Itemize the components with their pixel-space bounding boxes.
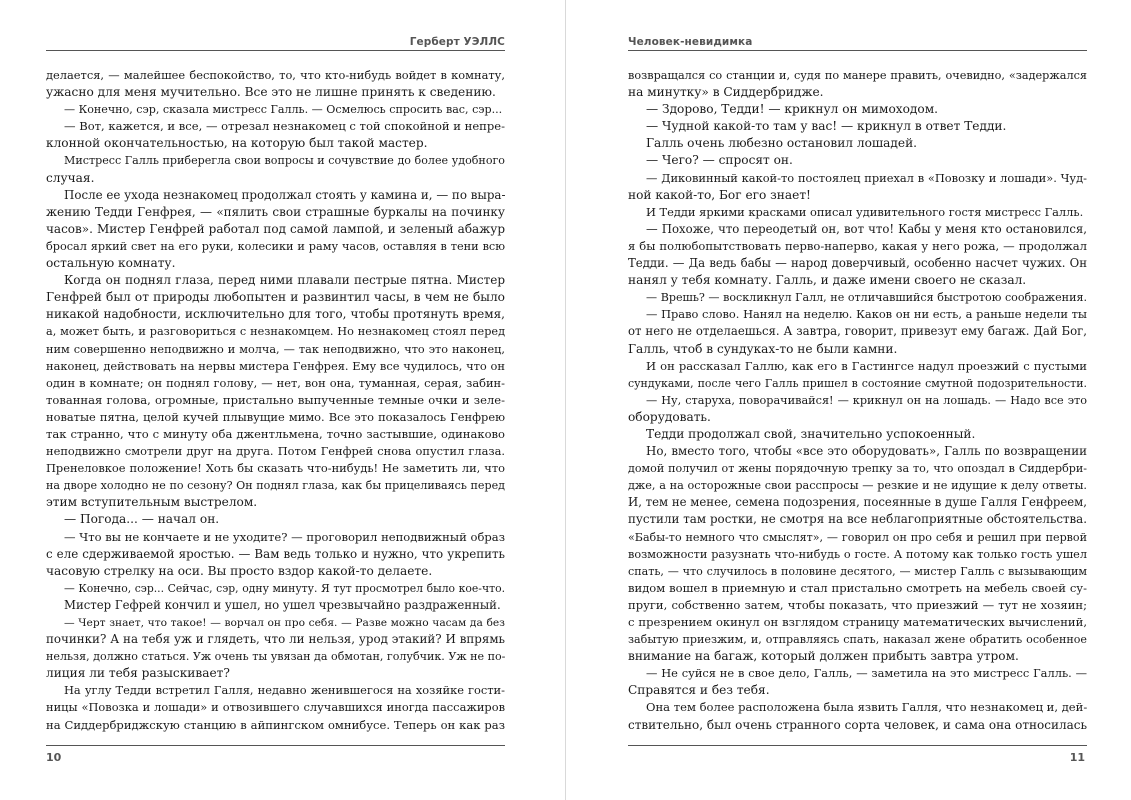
text-line: видом вошел в приемную и стал пристально смотреть на мебель своей су- bbox=[628, 580, 1087, 595]
text-line: тованная голова, огромные, пристально выпученные темные очки и зеле- bbox=[46, 392, 505, 407]
text-line: — Что вы не кончаете и не уходите? — проговорил неподвижный образ bbox=[64, 529, 505, 544]
text-line: Мистер Гефрей кончил и ушел, но ушел чрезвычайно раздраженный. bbox=[64, 597, 501, 612]
text-line: часов». Мистер Генфрей работал под самой лампой, и зеленый абажур bbox=[46, 221, 505, 236]
footer-rule bbox=[46, 745, 505, 746]
text-line: — Похоже, что переодетый он, вот что! Кабы у меня кто остановился, bbox=[646, 221, 1087, 236]
text-line: оборудовать. bbox=[628, 409, 711, 424]
text-line: — Чудной какой-то там у вас! — крикнул в ответ Тедди. bbox=[646, 119, 1007, 134]
text-line: а, может быть, и разговориться с незнакомцем. Но незнакомец стоял перед bbox=[46, 325, 505, 339]
text-line: — Конечно, сэр... Сейчас, сэр, одну минуту. Я тут просмотрел было кое-что. bbox=[64, 581, 505, 595]
text-line: После ее ухода незнакомец продолжал стоять у камина и, — по выра- bbox=[64, 187, 505, 202]
text-line: — Вот, кажется, и все, — отрезал незнакомец с той спокойной и непре- bbox=[64, 119, 505, 134]
text-line: Пренеловкое положение! Хоть бы сказать что-нибудь! Не заметить ли, что bbox=[46, 461, 505, 476]
text-line: пустили там ростки, не смотря на все неблагоприятные обстоятельства. bbox=[628, 512, 1087, 527]
text-line: ницы «Повозка и лошади» и отвозившего случавшихся иногда пассажиров bbox=[46, 700, 505, 715]
text-line: дже, а на осторожные свои расспросы — резкие и не идущие к делу ответы. bbox=[628, 479, 1087, 493]
running-head-author: Герберт УЭЛЛС bbox=[409, 36, 505, 48]
text-line: На углу Тедди встретил Галля, недавно женившегося на хозяйке гости- bbox=[64, 683, 505, 698]
text-line: — Не суйся не в свое дело, Галль, — заметила на это мистресс Галль. — bbox=[646, 666, 1087, 681]
body-text bbox=[46, 67, 505, 734]
text-line: — Ну, старуха, поворачивайся! — крикнул он на лошадь. — Надо все это bbox=[646, 393, 1087, 407]
text-line: новатые пятна, целой кучей плывущие мимо. Все это показалось Генфрею bbox=[46, 409, 505, 424]
text-line: на минутку» в Сиддербридже. bbox=[628, 85, 824, 100]
text-line: починки? А на тебя уж и глядеть, что ли нельзя, урод этакий? И впрямь bbox=[46, 632, 505, 647]
text-line: «Бабы-то немного что смыслят», — говорил он про себя и решил при первой bbox=[628, 530, 1087, 544]
text-line: сундуками, после чего Галль пришел в состояние смутной подозрительности. bbox=[628, 376, 1087, 390]
text-line: лиция ли тебя разыскивает? bbox=[46, 666, 230, 681]
text-line: клонной окончательностью, на которую был такой мастер. bbox=[46, 136, 428, 151]
body-text bbox=[628, 67, 1087, 734]
left-page bbox=[0, 0, 565, 800]
text-line: Но, вместо того, чтобы «все это оборудовать», Галль по возвращении bbox=[646, 444, 1087, 459]
text-line: домой получил от жены порядочную трепку за то, что опоздал в Сиддербри- bbox=[628, 462, 1087, 476]
text-line: спать, — что случилось в половине десятого, — мистер Галль с вызывающим bbox=[628, 564, 1087, 578]
text-line: жению Тедди Генфрея, — «пялить свои страшные буркалы на починку bbox=[46, 204, 505, 219]
text-line: ним совершенно неподвижно и молча, — так неподвижно, что это наконец, bbox=[46, 342, 505, 356]
text-line: Галль очень любезно остановил лошадей. bbox=[646, 136, 918, 151]
text-line: так странно, что с минуту оба джентльмена, точно застывшие, одинаково bbox=[46, 426, 505, 441]
text-line: пруги, собственно затем, чтобы показать, что приезжий — тут не хозяин; bbox=[628, 597, 1087, 612]
text-line: Тедди. — Да ведь бабы — народ доверчивый, особенно насчет чужих. Он bbox=[628, 256, 1087, 271]
text-line: делается, — малейшее беспокойство, то, что кто-нибудь войдет в комнату, bbox=[46, 68, 505, 82]
text-line: забытую приезжим, и, отправляясь спать, наказал жене обратить особенное bbox=[628, 633, 1087, 647]
text-line: возвращался со станции и, судя по манере править, очевидно, «задержался bbox=[628, 69, 1087, 82]
text-line: внимание на багаж, который должен прибыть завтра утром. bbox=[628, 649, 1019, 664]
text-line: этим вступительным выстрелом. bbox=[46, 495, 258, 510]
text-line: — Здорово, Тедди! — крикнул он мимоходом. bbox=[646, 102, 938, 117]
text-line: Справятся и без тебя. bbox=[628, 683, 770, 698]
text-line: на дворе холодно не по сезону? Он поднял глаза, как бы прицеливаясь перед bbox=[46, 479, 505, 493]
text-line: с презрением окинул он взглядом страницу математических вычислений, bbox=[628, 615, 1087, 629]
text-line: Она тем более расположена была язвить Галля, что незнакомец и, дей- bbox=[646, 700, 1087, 715]
text-line: — Врешь? — воскликнул Галл, не отличавшийся быстротою соображения. bbox=[646, 291, 1087, 305]
text-line: часовую стрелку на оси. Вы просто вздор какой-то делаете. bbox=[46, 563, 433, 578]
text-line: И Тедди яркими красками описал удивительного гостя мистресс Галль. bbox=[646, 204, 1084, 219]
text-line: Тедди продолжал свой, значительно успокоенный. bbox=[646, 426, 976, 441]
text-line: на Сиддербриджскую станцию в айпингском омнибусе. Теперь он как раз bbox=[46, 717, 505, 732]
header-rule bbox=[628, 50, 1087, 51]
text-line: И, тем не менее, семена подозрения, посеянные в душе Галля Генфреем, bbox=[628, 495, 1087, 510]
text-line: нельзя, должно статься. Уж очень ты увязан да обмотан, голубчик. Уж не по- bbox=[46, 650, 505, 664]
footer-rule bbox=[628, 745, 1087, 746]
text-line: наконец, действовать на нервы мистера Генфрея. Ему все чудилось, что он bbox=[46, 358, 505, 373]
text-line: Генфрей был от природы любопытен и развинтил часы, в чем не было bbox=[46, 290, 505, 305]
text-line: остальную комнату. bbox=[46, 256, 176, 271]
header-rule bbox=[46, 50, 505, 51]
text-line: нанял у тебя комнату. Галль, и даже имени своего не сказал. bbox=[628, 273, 1027, 288]
text-line: ной какой-то, Бог его знает! bbox=[628, 187, 811, 202]
text-line: я бы полюбопытствовать перво-наперво, какая у него рожа, — продолжал bbox=[628, 238, 1087, 253]
text-line: — Чего? — спросят он. bbox=[646, 153, 793, 168]
text-line: — Погода... — начал он. bbox=[64, 512, 220, 527]
text-line: неподвижно смотрели друг на друга. Потом Генфрей снова опустил глаза. bbox=[46, 444, 505, 459]
text-line: бросал яркий свет на его руки, колесики и раму часов, оставляя в тени всю bbox=[46, 239, 505, 253]
text-line: с еле сдерживаемой яростью. — Вам ведь только и нужно, что укрепить bbox=[46, 546, 505, 561]
text-line: — Право слово. Нанял на неделю. Каков он ни есть, а раньше недели ты bbox=[646, 307, 1087, 322]
running-head-title: Человек-невидимка bbox=[628, 36, 753, 48]
text-line: Галль, чтоб в сундуках-то не были камни. bbox=[628, 341, 898, 356]
text-line: Когда он поднял глаза, перед ними плавали пестрые пятна. Мистер bbox=[64, 273, 505, 288]
text-line: ужасно для меня мучительно. Все это не лишне принять к сведению. bbox=[46, 85, 496, 100]
text-line: — Диковинный какой-то постоялец приехал в «Повозку и лошади». Чуд- bbox=[646, 170, 1087, 185]
right-page bbox=[566, 0, 1131, 800]
text-line: от него не отделаешься. А завтра, говорит, привезут ему багаж. Дай Бог, bbox=[628, 324, 1087, 339]
text-line: И он рассказал Галлю, как его в Гастингсе надул проезжий с пустыми bbox=[646, 358, 1087, 373]
page-number: 10 bbox=[46, 751, 62, 764]
text-line: — Конечно, сэр, сказала мистресс Галль. — Осмелюсь спросить вас, сэр... bbox=[64, 103, 503, 117]
text-line: один в комнате; он поднял голову, — нет, вон она, туманная, серая, забин- bbox=[46, 375, 505, 390]
text-line: Мистресс Галль приберегла свои вопросы и сочувствие до более удобного bbox=[64, 154, 505, 168]
text-line: возможности разузнать что-нибудь о госте. А потому как только гость ушел bbox=[628, 547, 1087, 561]
text-line: никакой надобности, исключительно для того, чтобы протянуть время, bbox=[46, 307, 505, 322]
page-number: 11 bbox=[1069, 751, 1085, 764]
text-line: случая. bbox=[46, 170, 95, 185]
text-line: ствительно, был очень странного сорта человек, и сама она относилась bbox=[628, 717, 1087, 732]
text-line: — Черт знает, что такое! — ворчал он про себя. — Разве можно часам да без bbox=[64, 616, 505, 629]
